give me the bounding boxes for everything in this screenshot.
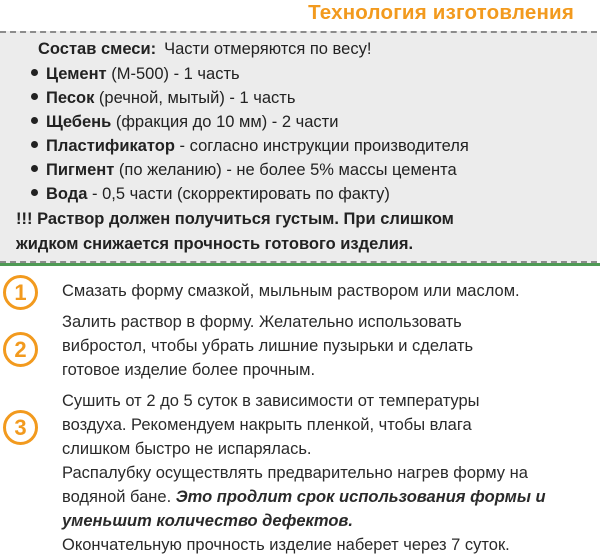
ingredient-item <box>31 136 469 156</box>
ingredient-detail: - согласно инструкции производителя <box>174 137 469 155</box>
step-3-line: слишком быстро не испарялась. <box>62 440 312 458</box>
bullet-icon <box>31 93 38 100</box>
step-1-line: Смазать форму смазкой, мыльным раствором или маслом. <box>62 282 520 300</box>
step-2-line: Залить раствор в форму. Желательно использовать <box>62 313 462 331</box>
ingredient-item <box>31 88 295 108</box>
ingredient-name: Песок <box>46 89 95 107</box>
ingredient-item <box>31 184 390 204</box>
step-3-line: водяной бане. <box>62 488 176 506</box>
ingredient-item <box>31 112 338 132</box>
ingredient-name: Пластификатор <box>46 137 175 155</box>
bullet-icon <box>31 189 38 196</box>
ingredient-item <box>31 160 457 180</box>
step-3-last-line: Окончательную прочность изделие наберет через 7 суток. <box>62 536 510 554</box>
ingredient-name: Щебень <box>46 113 112 131</box>
step-3-number-icon: 3 <box>3 410 38 445</box>
mix-note: Части отмеряются по весу! <box>164 40 372 58</box>
ingredient-name: Цемент <box>46 65 107 83</box>
ingredient-detail: (М-500) - 1 часть <box>106 65 240 83</box>
step-3-emphasis-1: Это продлит срок использования формы и <box>175 488 546 506</box>
ingredient-detail: (фракция до 10 мм) - 2 части <box>111 113 339 131</box>
warning-line-2: жидком снижается прочность готового изделия. <box>16 235 414 253</box>
ingredient-name: Вода <box>46 185 88 203</box>
step-3-line: воздуха. Рекомендуем накрыть пленкой, чтобы влага <box>62 416 472 434</box>
warning-line-1: !!! Раствор должен получиться густым. При слишком <box>16 210 454 228</box>
ingredient-detail: (речной, мытый) - 1 часть <box>94 89 296 107</box>
step-3-line-with-emphasis <box>62 485 546 509</box>
bullet-icon <box>31 165 38 172</box>
step-3-emphasis-2: уменьшит количество дефектов. <box>62 512 353 530</box>
section-divider <box>0 263 600 266</box>
step-1-number-icon: 1 <box>3 275 38 310</box>
bullet-icon <box>31 117 38 124</box>
step-2-number-icon: 2 <box>3 332 38 367</box>
ingredient-detail: (по желанию) - не более 5% массы цемента <box>114 161 457 179</box>
mix-heading: Состав смеси: <box>38 40 157 58</box>
mix-composition-box <box>0 31 597 263</box>
ingredient-name: Пигмент <box>46 161 115 179</box>
page-title: Технология изготовления <box>308 1 574 24</box>
bullet-icon <box>31 141 38 148</box>
bullet-icon <box>31 69 38 76</box>
ingredient-detail: - 0,5 части (скорректировать по факту) <box>87 185 390 203</box>
ingredient-item <box>31 64 240 84</box>
step-3-line: Распалубку осуществлять предварительно нагрев форму на <box>62 464 528 482</box>
step-2-line: готовое изделие более прочным. <box>62 361 316 379</box>
step-3-line: Сушить от 2 до 5 суток в зависимости от температуры <box>62 392 480 410</box>
step-2-line: вибростол, чтобы убрать лишние пузырьки и сделать <box>62 337 474 355</box>
mix-heading-row <box>38 39 371 59</box>
